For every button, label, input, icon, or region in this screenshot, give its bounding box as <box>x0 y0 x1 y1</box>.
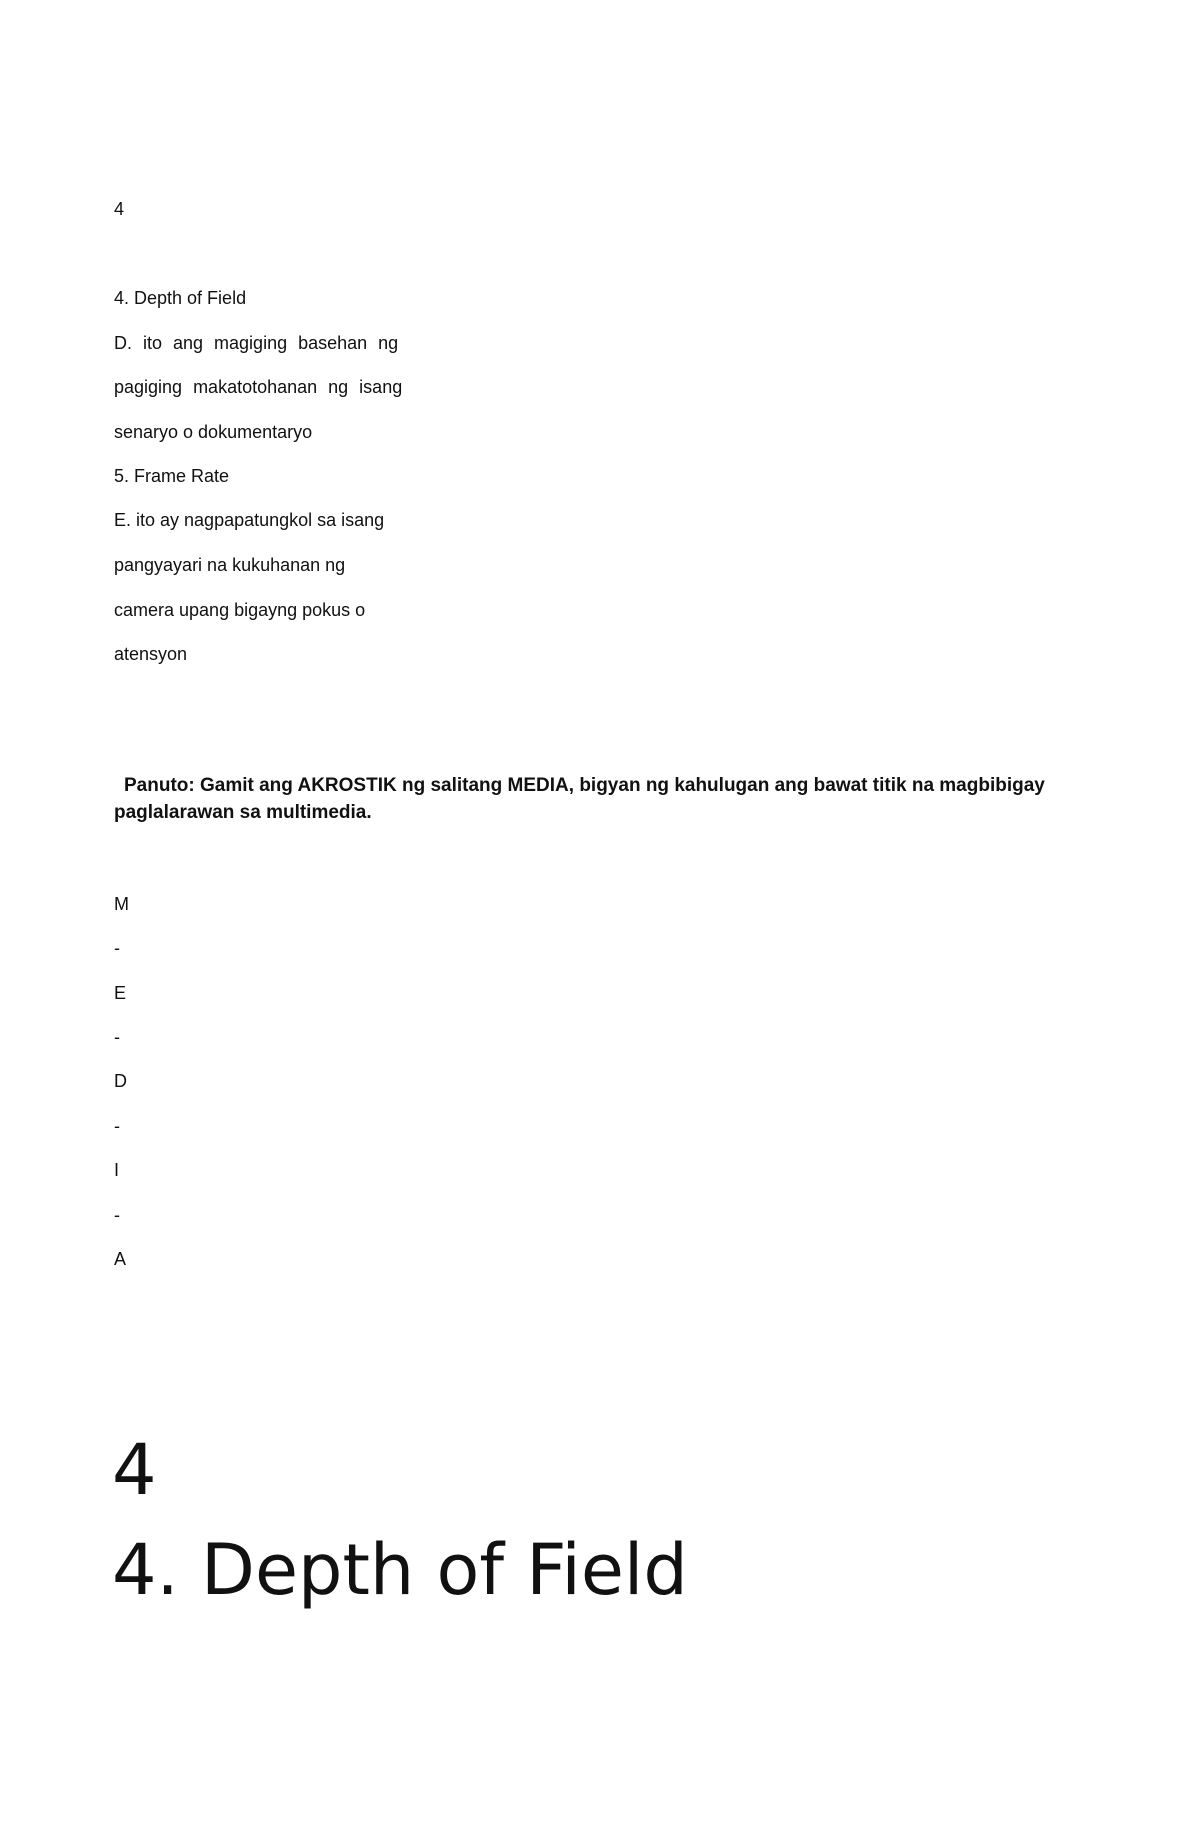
instructions-line: Panuto: Gamit ang AKROSTIK ng salitang MEDIA, bigyan ng kahulugan ang bawat titik na magbibigay <box>124 775 1045 796</box>
acrostic-letter: E <box>114 983 127 1003</box>
item-definition-line: camera upang bigayng pokus o <box>114 600 366 620</box>
item-definition-line: pangyayari na kukuhanan ng <box>114 555 346 575</box>
item-definition-line: senaryo o dokumentaryo <box>114 422 313 442</box>
instructions-line: paglalarawan sa multimedia. <box>114 802 372 823</box>
item-definition-line: atensyon <box>114 644 188 664</box>
item-definition-line: D. ito ang magiging basehan ng <box>114 333 399 353</box>
acrostic-dash: - <box>114 1205 120 1225</box>
acrostic-dash: - <box>114 938 120 958</box>
page-number: 4 <box>114 199 125 219</box>
acrostic-dash: - <box>114 1116 120 1136</box>
item-term-frame-rate: 5. Frame Rate <box>114 466 230 486</box>
acrostic-dash: - <box>114 1027 120 1047</box>
acrostic-letter: M <box>114 894 129 914</box>
acrostic-letter: D <box>114 1071 127 1091</box>
instructions <box>114 772 1074 826</box>
item-definition-line: pagiging makatotohanan ng isang <box>114 377 403 397</box>
acrostic-letter: A <box>114 1249 127 1269</box>
item-definition-line: E. ito ay nagpapatungkol sa isang <box>114 510 385 530</box>
item-term-depth-of-field: 4. Depth of Field <box>114 288 247 308</box>
footer-heading: 4. Depth of Field <box>112 1529 688 1611</box>
footer-page-number: 4 <box>112 1429 157 1511</box>
acrostic-letter: I <box>114 1160 120 1180</box>
